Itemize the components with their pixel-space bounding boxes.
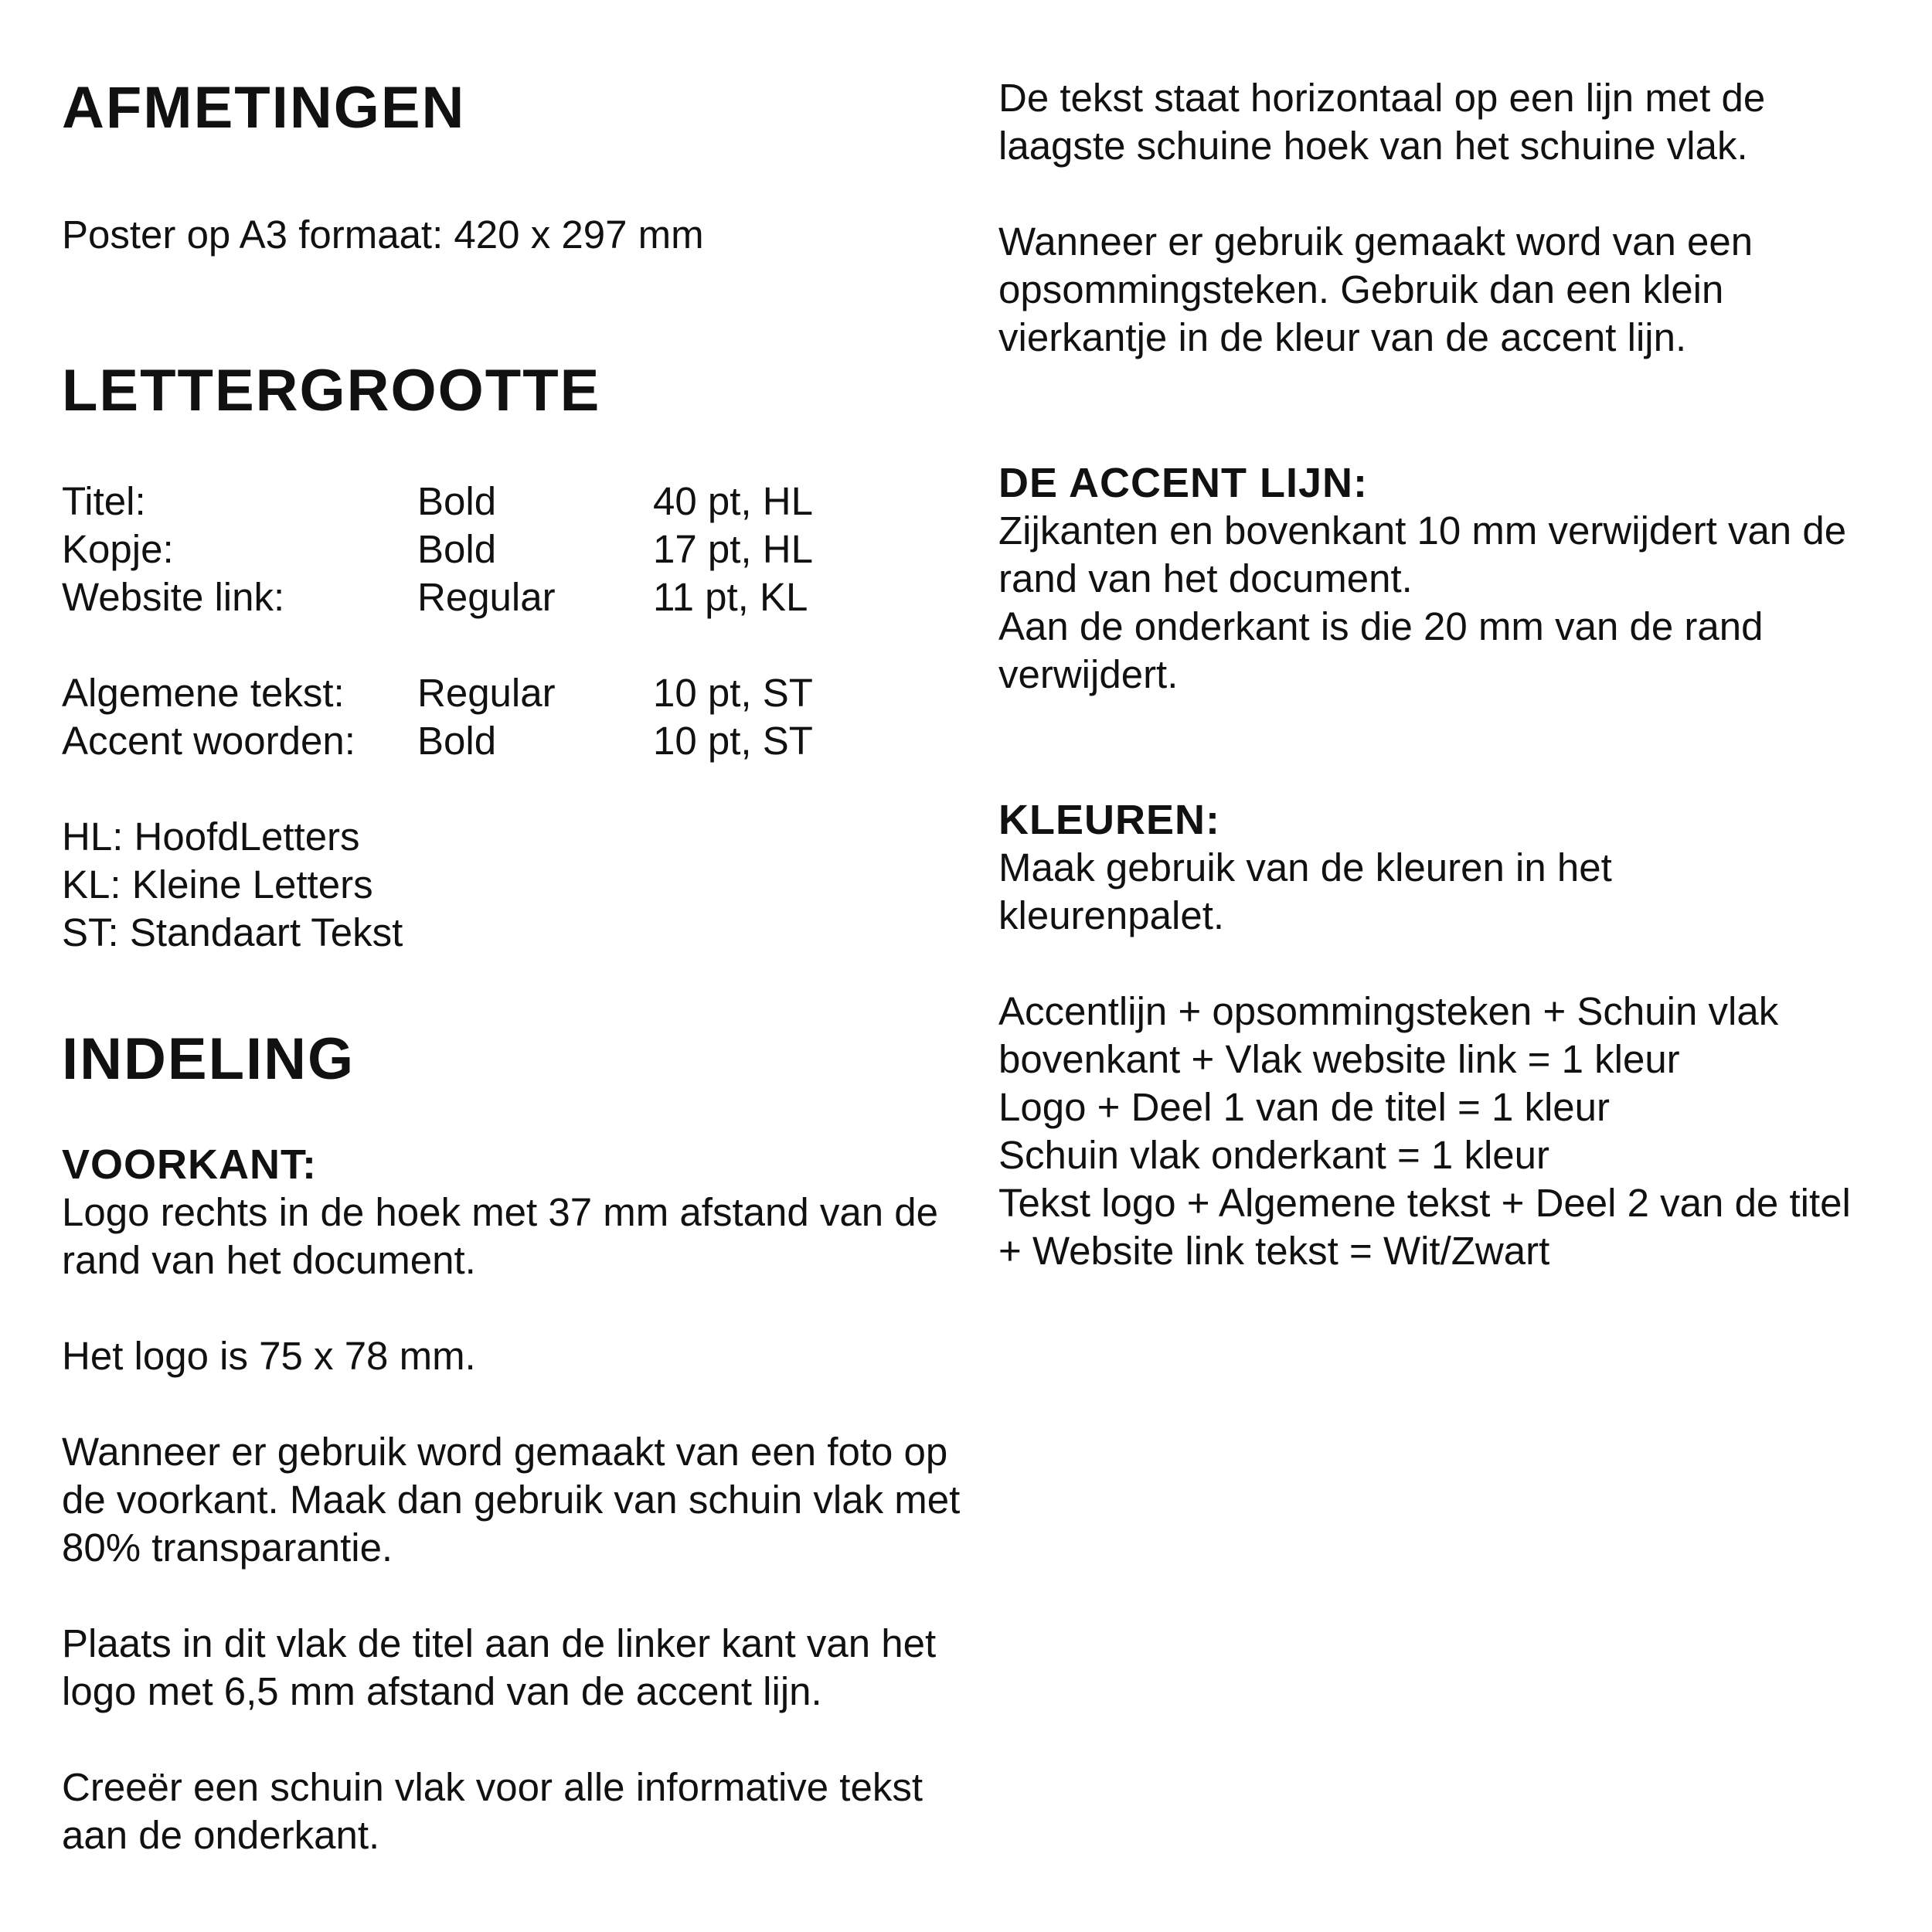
spec-label: Kopje: xyxy=(62,527,174,571)
voorkant-paragraph: Creeër een schuin vlak voor alle informative tekst aan de onderkant. xyxy=(62,1765,923,1857)
lettergrootte-table xyxy=(62,478,885,765)
accent-lijn-line: Aan de onderkant is die 20 mm van de rand verwijdert. xyxy=(998,604,1764,696)
spec-label: Accent woorden: xyxy=(62,719,355,763)
right-column xyxy=(998,74,1879,1275)
kleuren-line: Accentlijn + opsommingsteken + Schuin vlak bovenkant + Vlak website link = 1 kleur xyxy=(998,989,1779,1081)
voorkant-paragraph: Logo rechts in de hoek met 37 mm afstand van de rand van het document. xyxy=(62,1190,939,1282)
spec-label: Website link: xyxy=(62,575,285,619)
kleuren-line: Tekst logo + Algemene tekst + Deel 2 van de titel + Website link tekst = Wit/Zwart xyxy=(998,1181,1851,1273)
legend-item: KL: Kleine Letters xyxy=(62,862,373,906)
voorkant-paragraph: Wanneer er gebruik word gemaakt van een foto op de voorkant. Maak dan gebruik van schuin vlak met 80% transparantie. xyxy=(62,1430,961,1570)
intro-paragraph: De tekst staat horizontaal op een lijn met de laagste schuine hoek van het schuine vlak. xyxy=(998,76,1766,168)
kleuren-list xyxy=(998,988,1879,1275)
table-row xyxy=(62,669,885,717)
spec-weight: Regular xyxy=(417,575,556,619)
table-row xyxy=(62,526,885,573)
accent-lijn-heading: DE ACCENT LIJN: xyxy=(998,460,1369,506)
lettergrootte-heading: LETTERGROOTTE xyxy=(62,358,601,423)
accent-lijn-line: Zijkanten en bovenkant 10 mm verwijdert van de rand van het document. xyxy=(998,509,1847,600)
voorkant-paragraph: Plaats in dit vlak de titel aan de linker kant van het logo met 6,5 mm afstand van de accent lijn. xyxy=(62,1621,937,1713)
spec-weight: Regular xyxy=(417,671,556,715)
table-row xyxy=(62,478,885,526)
kleuren-intro: Maak gebruik van de kleuren in het kleurenpalet. xyxy=(998,845,1612,937)
spec-weight: Bold xyxy=(417,527,497,571)
voorkant-heading: VOORKANT: xyxy=(62,1141,317,1188)
abbreviation-legend xyxy=(62,813,974,957)
spec-weight: Bold xyxy=(417,479,497,523)
kleuren-line: Schuin vlak onderkant = 1 kleur xyxy=(998,1133,1550,1177)
afmetingen-heading: AFMETINGEN xyxy=(62,75,466,141)
spec-size: 40 pt, HL xyxy=(653,479,813,523)
spec-size: 10 pt, ST xyxy=(653,719,813,763)
legend-item: ST: Standaart Tekst xyxy=(62,910,403,954)
voorkant-paragraph: Het logo is 75 x 78 mm. xyxy=(62,1334,476,1378)
table-row xyxy=(62,573,885,621)
indeling-heading: INDELING xyxy=(62,1026,355,1092)
intro-paragraph: Wanneer er gebruik gemaakt word van een opsommingsteken. Gebruik dan een klein vierkantje in de kleur van de accent lijn. xyxy=(998,219,1753,359)
afmetingen-text: Poster op A3 formaat: 420 x 297 mm xyxy=(62,213,704,257)
legend-item: HL: HoofdLetters xyxy=(62,815,360,859)
spec-size: 10 pt, ST xyxy=(653,671,813,715)
table-spacer xyxy=(62,621,885,669)
spec-label: Titel: xyxy=(62,479,146,523)
left-column xyxy=(62,73,974,1859)
spec-weight: Bold xyxy=(417,719,497,763)
table-row xyxy=(62,717,885,765)
kleuren-heading: KLEUREN: xyxy=(998,797,1220,843)
spec-size: 17 pt, HL xyxy=(653,527,813,571)
spec-size: 11 pt, KL xyxy=(653,575,808,619)
kleuren-line: Logo + Deel 1 van de titel = 1 kleur xyxy=(998,1085,1611,1129)
spec-label: Algemene tekst: xyxy=(62,671,345,715)
